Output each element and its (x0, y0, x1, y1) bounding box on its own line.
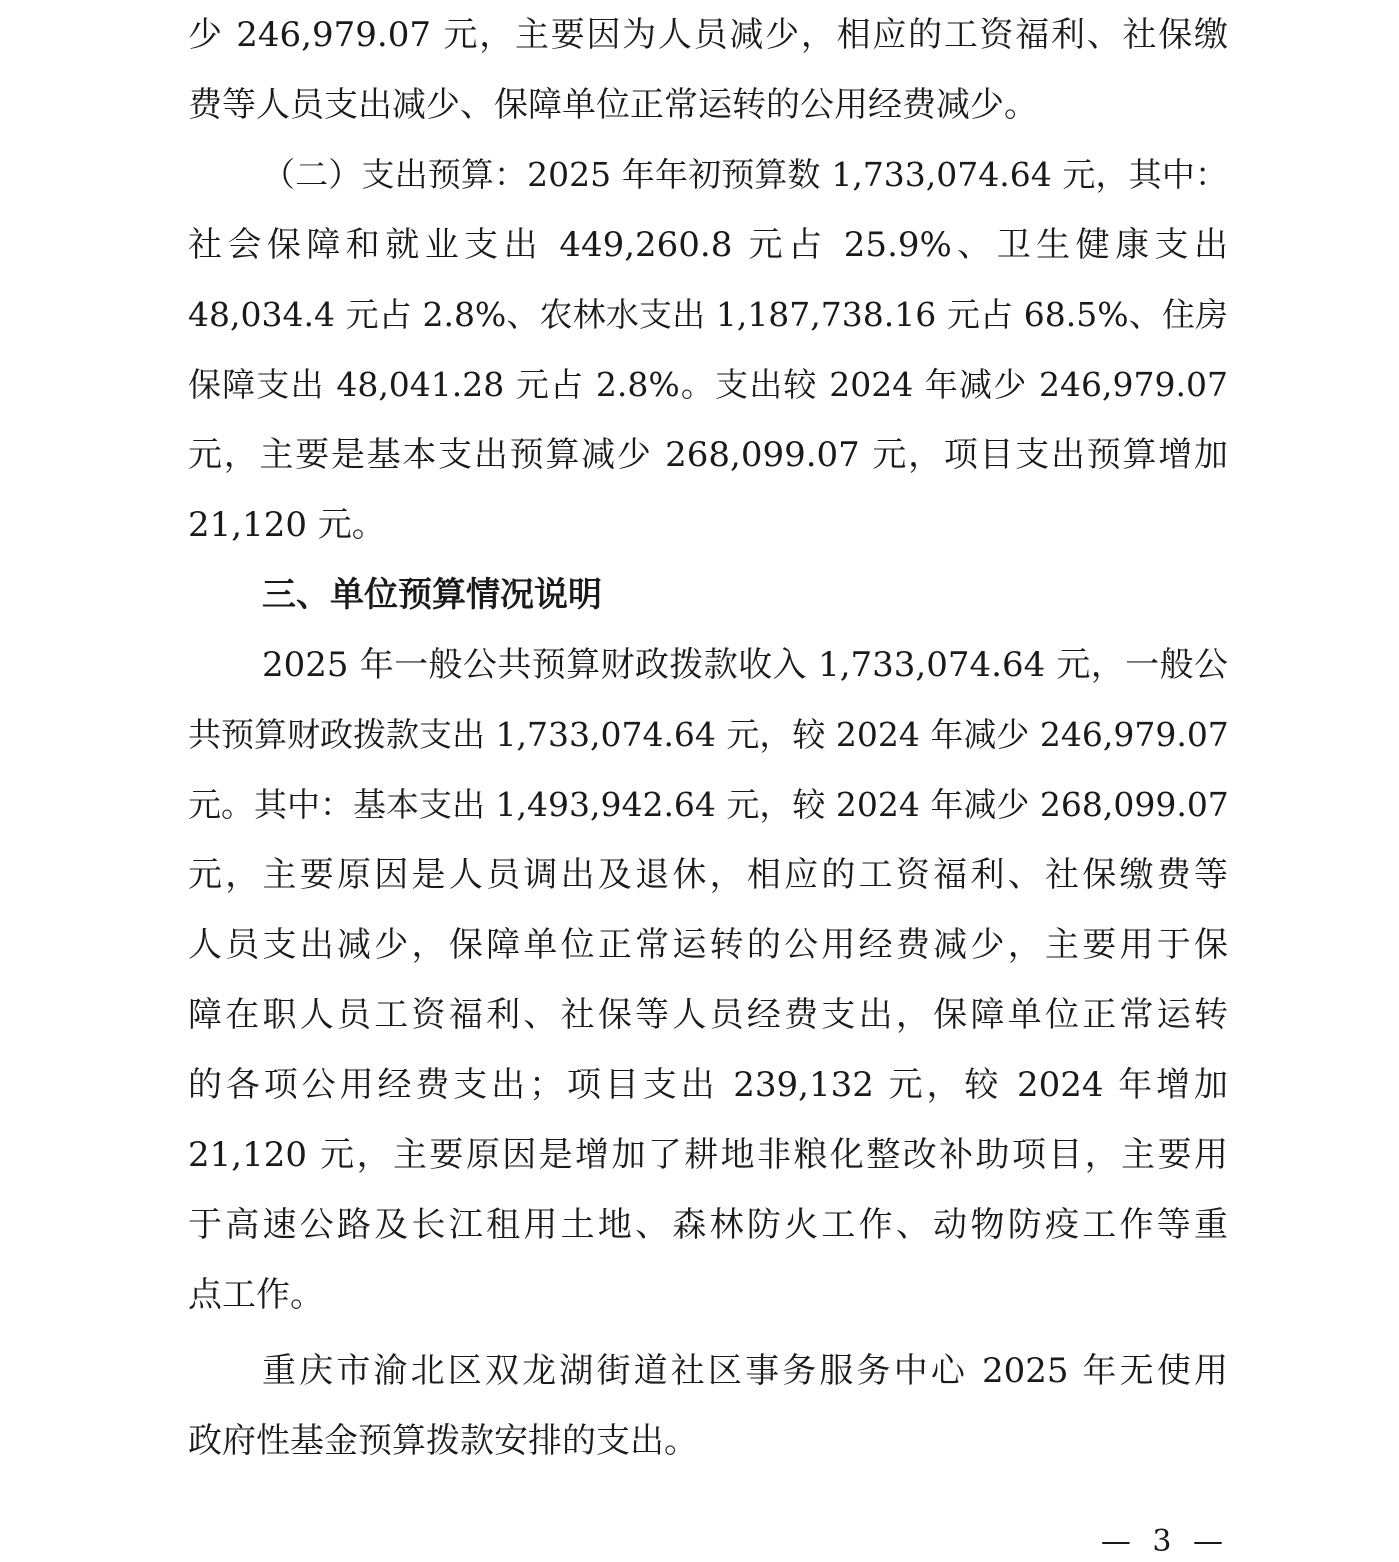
text-line: 障在职人员工资福利、社保等人员经费支出，保障单位正常运转 (188, 995, 1228, 1035)
text-line: 保障支出 48,041.28 元占 2.8%。支出较 2024 年减少 246,979.07 (188, 365, 1228, 404)
text-line: 的各项公用经费支出；项目支出 239,132 元，较 2024 年增加 (188, 1065, 1228, 1105)
text-line: 政府性基金预算拨款安排的支出。 (188, 1421, 698, 1461)
text-line: 少 246,979.07 元，主要因为人员减少，相应的工资福利、社保缴 (188, 15, 1228, 55)
text-line: 元，主要是基本支出预算减少 268,099.07 元，项目支出预算增加 (188, 435, 1228, 475)
text-line: 21,120 元。 (188, 505, 386, 545)
text-line: 点工作。 (188, 1275, 324, 1315)
section-heading: 三、单位预算情况说明 (262, 575, 602, 615)
text-line: 费等人员支出减少、保障单位正常运转的公用经费减少。 (188, 85, 1038, 125)
text-line: 人员支出减少，保障单位正常运转的公用经费减少，主要用于保 (188, 925, 1228, 965)
text-line: 2025 年一般公共预算财政拨款收入 1,733,074.64 元，一般公 (262, 645, 1228, 685)
text-line: 重庆市渝北区双龙湖街道社区事务服务中心 2025 年无使用 (262, 1351, 1228, 1391)
text-line: 48,034.4 元占 2.8%、农林水支出 1,187,738.16 元占 68.5%、住房 (188, 295, 1228, 334)
text-line: 社会保障和就业支出 449,260.8 元占 25.9%、卫生健康支出 (188, 225, 1228, 265)
text-line: 21,120 元，主要原因是增加了耕地非粮化整改补助项目，主要用 (188, 1135, 1228, 1175)
text-line: 元。其中：基本支出 1,493,942.64 元，较 2024 年减少 268,099.07 (188, 785, 1229, 824)
text-line: （二）支出预算：2025 年年初预算数 1,733,074.64 元，其中： (262, 155, 1228, 194)
text-line: 于高速公路及长江租用土地、森林防火工作、动物防疫工作等重 (188, 1205, 1228, 1245)
text-line: 共预算财政拨款支出 1,733,074.64 元，较 2024 年减少 246,979.07 (188, 715, 1229, 754)
page-number: — 3 — (1100, 1524, 1229, 1559)
text-line: 元，主要原因是人员调出及退休，相应的工资福利、社保缴费等 (188, 855, 1228, 895)
